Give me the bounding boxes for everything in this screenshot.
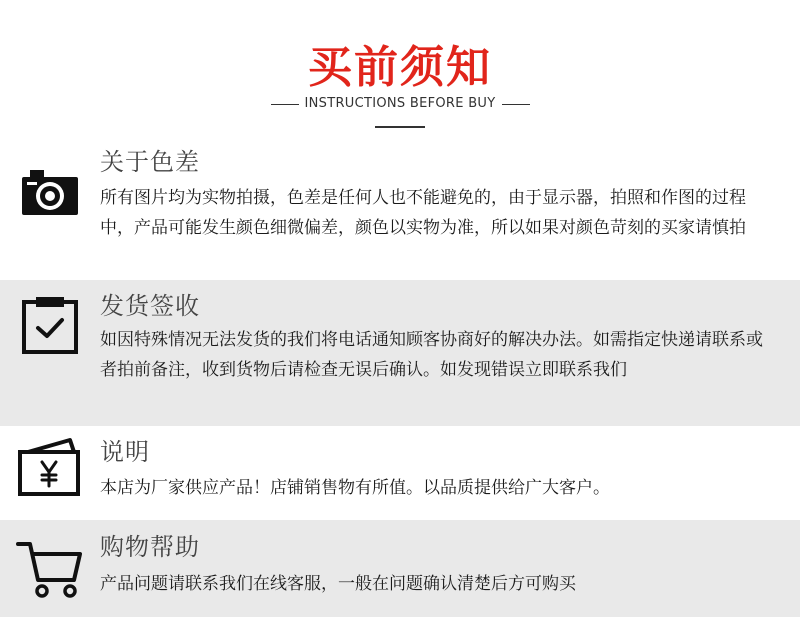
clipboard-check-icon	[14, 290, 84, 360]
section-shipping	[0, 280, 800, 426]
section-color-difference	[0, 138, 800, 278]
wallet-yen-icon	[14, 432, 84, 502]
section-shopping-help	[0, 520, 800, 617]
subtitle-left-dash	[271, 104, 299, 105]
subtitle-right-dash	[502, 104, 530, 105]
section-title: 发货签收	[100, 292, 200, 320]
title-underline	[375, 126, 425, 128]
shopping-cart-icon	[14, 534, 84, 604]
section-body: 产品问题请联系我们在线客服，一般在问题确认清楚后方可购买	[100, 574, 576, 594]
section-title: 说明	[100, 438, 150, 466]
section-description	[0, 426, 800, 520]
subtitle-row	[0, 96, 800, 112]
page-title: 买前须知	[308, 42, 492, 93]
section-body: 本店为厂家供应产品！店铺销售物有所值。以品质提供给广大客户。	[100, 478, 610, 498]
section-title: 购物帮助	[100, 533, 200, 561]
section-title: 关于色差	[100, 148, 200, 176]
page-subtitle: INSTRUCTIONS BEFORE BUY	[304, 96, 496, 111]
section-body: 如因特殊情况无法发货的我们将电话通知顾客协商好的解决办法。如需指定快递请联系或者拍前备注，收到货物后请检查无误后确认。如发现错误立即联系我们	[100, 330, 763, 380]
camera-icon	[14, 158, 84, 228]
section-body: 所有图片均为实物拍摄，色差是任何人也不能避免的，由于显示器，拍照和作图的过程中，产品可能发生颜色细微偏差，颜色以实物为准，所以如果对颜色苛刻的买家请慎拍	[100, 188, 746, 238]
page-header	[0, 0, 800, 138]
